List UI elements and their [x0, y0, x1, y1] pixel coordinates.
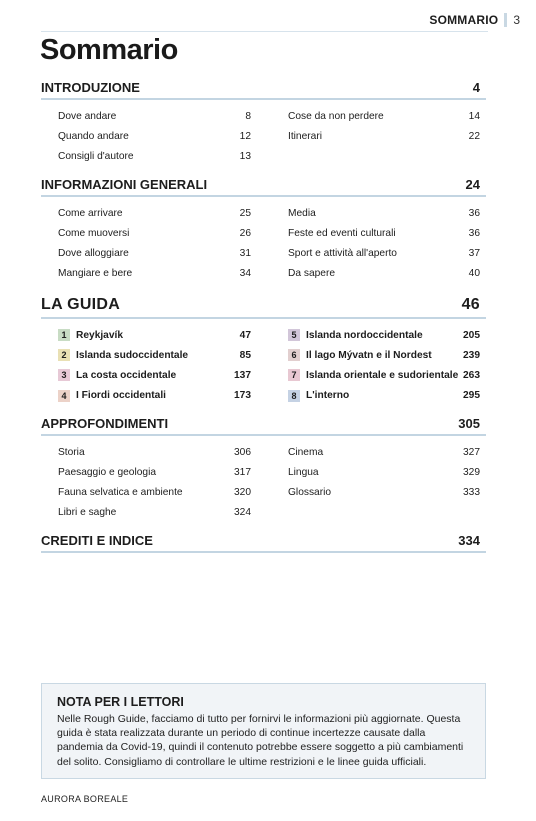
entry-page: 137 [234, 369, 251, 381]
entry-label: Quando andare [58, 130, 129, 142]
entry-label: Islanda nordoccidentale [306, 329, 423, 341]
entry-page: 317 [234, 466, 251, 478]
entry-page: 333 [463, 486, 480, 498]
entry-page: 14 [468, 110, 480, 122]
header-rule [41, 31, 488, 32]
entry-page: 327 [463, 446, 480, 458]
toc-entry[interactable] [288, 223, 480, 243]
entry-label: Media [288, 207, 316, 219]
entry-label: Feste ed eventi culturali [288, 227, 396, 239]
chapter-number-badge: 4 [58, 390, 70, 402]
section-header[interactable] [41, 177, 486, 197]
entry-label: L'interno [306, 390, 350, 402]
note-title: NOTA PER I LETTORI [57, 695, 184, 709]
section-crediti-e-indice [41, 533, 486, 553]
entry-label: Lingua [288, 466, 319, 478]
section-title: LA GUIDA [41, 296, 121, 313]
chapter-entry[interactable] [58, 325, 251, 345]
entry-page: 173 [234, 390, 251, 402]
toc-entry[interactable] [58, 146, 251, 166]
entry-label: Libri e saghe [58, 507, 117, 519]
entry-label: Glossario [288, 486, 332, 498]
toc-entry[interactable] [58, 482, 251, 502]
entry-label: Itinerari [288, 130, 322, 142]
entry-page: 329 [463, 466, 480, 478]
toc-entry[interactable] [58, 203, 251, 223]
running-head-bar [504, 13, 507, 27]
entry-label: Dove andare [58, 110, 117, 122]
entry-label: Dove alloggiare [58, 247, 129, 259]
entry-label: Islanda sudoccidentale [76, 349, 189, 361]
toc-entry[interactable] [58, 442, 251, 462]
toc-entry[interactable] [58, 223, 251, 243]
section-header[interactable] [41, 296, 486, 319]
chapter-number-badge: 2 [58, 349, 70, 361]
entry-label: Consigli d'autore [58, 150, 134, 162]
chapter-entry[interactable] [58, 345, 251, 365]
section-title: INFORMAZIONI GENERALI [41, 177, 208, 192]
entry-page: 25 [239, 207, 251, 219]
section-page: 4 [472, 80, 480, 95]
entry-page: 8 [245, 110, 251, 122]
toc-entry[interactable] [58, 503, 251, 523]
toc-entry[interactable] [58, 106, 251, 126]
chapter-entry[interactable] [58, 365, 251, 385]
toc-entry[interactable] [288, 126, 480, 146]
section-la-guida [41, 296, 486, 406]
page-title: Sommario [40, 34, 178, 66]
toc-entry[interactable] [288, 462, 480, 482]
section-page: 24 [465, 177, 480, 192]
section-page: 305 [458, 416, 480, 431]
entry-page: 40 [468, 268, 480, 280]
section-title: APPROFONDIMENTI [41, 416, 169, 431]
section-header[interactable] [41, 416, 486, 436]
section-page: 334 [458, 533, 480, 548]
toc-entry[interactable] [288, 482, 480, 502]
entry-page: 36 [468, 227, 480, 239]
running-head-label: SOMMARIO [429, 13, 499, 27]
toc-entry[interactable] [58, 243, 251, 263]
toc-entry[interactable] [58, 126, 251, 146]
running-head [429, 13, 520, 27]
toc-entry[interactable] [288, 243, 480, 263]
section-approfondimenti [41, 416, 486, 523]
entry-label: Reykjavík [76, 329, 124, 341]
entry-label: Come muoversi [58, 227, 130, 239]
entry-page: 31 [239, 247, 251, 259]
chapter-number-badge: 8 [288, 390, 300, 402]
image-caption: AURORA BOREALE [41, 794, 129, 804]
entry-page: 306 [234, 446, 251, 458]
entry-label: Il lago Mývatn e il Nordest [306, 349, 432, 361]
chapter-entry[interactable] [288, 386, 480, 406]
entry-page: 12 [239, 130, 251, 142]
section-title: CREDITI E INDICE [41, 533, 153, 548]
reader-note-box [41, 683, 486, 779]
entry-page: 320 [234, 486, 251, 498]
chapter-entry[interactable] [288, 365, 480, 385]
entry-page: 22 [468, 130, 480, 142]
entry-page: 37 [468, 247, 480, 259]
chapter-number-badge: 7 [288, 369, 300, 381]
toc-entry[interactable] [288, 442, 480, 462]
entry-page: 205 [463, 329, 480, 341]
section-informazioni-generali [41, 177, 486, 284]
chapter-entry[interactable] [58, 386, 251, 406]
page-number: 3 [513, 13, 520, 27]
chapter-number-badge: 5 [288, 329, 300, 341]
entry-page: 295 [463, 390, 480, 402]
chapter-number-badge: 1 [58, 329, 70, 341]
entry-page: 26 [239, 227, 251, 239]
toc-entry[interactable] [288, 264, 480, 284]
entry-page: 36 [468, 207, 480, 219]
entry-label: Da sapere [288, 268, 336, 280]
toc-entry[interactable] [58, 264, 251, 284]
note-body: Nelle Rough Guide, facciamo di tutto per fornirvi le informazioni più aggiornate. Questa guida è stata realizzata durante un periodo di continue incertezze causate dalla pandemia da Covid-19, quindi il contenuto potrebbe essere soggetto a più cambiamenti del solito. Consigliamo di controllare le ultime restrizioni e le linee guida ufficiali. [57, 713, 464, 768]
entry-page: 324 [234, 507, 251, 519]
entry-label: Paesaggio e geologia [58, 466, 156, 478]
section-title: INTRODUZIONE [41, 80, 140, 95]
entry-page: 239 [463, 349, 480, 361]
entry-page: 47 [239, 329, 251, 341]
entry-label: La costa occidentale [76, 369, 177, 381]
chapter-number-badge: 3 [58, 369, 70, 381]
entry-label: Storia [58, 446, 85, 458]
toc-entry[interactable] [58, 462, 251, 482]
entry-label: I Fiordi occidentali [76, 390, 167, 402]
entry-page: 13 [239, 150, 251, 162]
entry-label: Come arrivare [58, 207, 123, 219]
section-introduzione [41, 80, 486, 167]
entry-page: 34 [239, 268, 251, 280]
entry-label: Cose da non perdere [288, 110, 384, 122]
section-header[interactable] [41, 533, 486, 553]
section-header[interactable] [41, 80, 486, 100]
section-page: 46 [461, 296, 480, 313]
entry-label: Islanda orientale e sudorientale [306, 369, 459, 381]
toc-entry[interactable] [288, 203, 480, 223]
toc-entry[interactable] [288, 106, 480, 126]
entry-label: Sport e attività all'aperto [288, 247, 397, 259]
entry-label: Cinema [288, 446, 324, 458]
chapter-entry[interactable] [288, 345, 480, 365]
chapter-number-badge: 6 [288, 349, 300, 361]
entry-label: Mangiare e bere [58, 268, 133, 280]
entry-label: Fauna selvatica e ambiente [58, 486, 183, 498]
entry-page: 85 [239, 349, 251, 361]
chapter-entry[interactable] [288, 325, 480, 345]
entry-page: 263 [463, 369, 480, 381]
